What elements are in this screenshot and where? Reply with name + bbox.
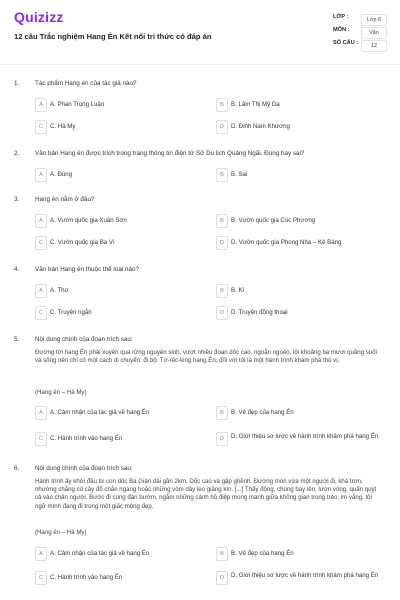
option-letter-box: A — [35, 284, 47, 298]
worksheet-meta — [333, 12, 395, 51]
question-number: 5. — [14, 336, 20, 343]
question-text: Tác phẩm Hang én của tác giả nào? — [35, 80, 137, 87]
option-text: B. Vẻ đẹp của hang Én — [231, 550, 294, 557]
question-text: Nội dung chính của đoạn trích sau: — [35, 336, 133, 343]
question-number: 6. — [14, 465, 20, 472]
option-letter-box: D — [216, 120, 228, 134]
option-text: A. Cảm nhận của tác giả về hang Én — [50, 409, 150, 416]
option-letter-box: D — [216, 571, 228, 585]
question-text: Văn bản Hang én được trích trong trang thông tin điện tử Sở Du lịch Quảng Ngãi. Đúng hay sai? — [35, 150, 305, 157]
meta-value-grade: Lớp 6 — [361, 14, 387, 26]
meta-label: LỚP : — [333, 14, 349, 20]
option-text: C. Hành trình vào hang Én — [50, 574, 123, 581]
option-text: B. Sai — [231, 171, 248, 178]
question-number: 3. — [14, 196, 20, 203]
question-text: Hang én nằm ở đâu? — [35, 196, 95, 203]
excerpt-source: (Hang én – Hà My) — [35, 389, 87, 396]
option-letter-box: C — [35, 306, 47, 320]
option-letter-box: A — [35, 406, 47, 420]
option-letter-box: C — [35, 571, 47, 585]
option-letter-box: B — [216, 98, 228, 112]
option-letter-box: B — [216, 284, 228, 298]
option-text: D. Giới thiệu sơ lược về hành trình khám phá hang Én — [231, 572, 379, 579]
excerpt-passage: Đường tới hang Én phải xuyên qua rừng nguyên sinh, vượt nhiều đoạn dốc cao, ngoằn ngoèo, lội khoảng ba mươi quãng suối và sông nên chỉ có một cách di chuyển: đi bộ. Tơ-rếc-king hang Én, đối với tôi là một hành trình khám phá thú vị. — [35, 349, 377, 365]
meta-row-subject — [333, 25, 395, 38]
option-letter-box: A — [35, 214, 47, 228]
option-text: B. Lâm Thị Mỹ Dạ — [231, 101, 280, 108]
option-text: A. Đúng — [50, 171, 73, 178]
question-text: Nội dung chính của đoạn trích sau: — [35, 465, 133, 472]
option-text: B. Vẻ đẹp của hang Én — [231, 409, 294, 416]
option-letter-box: A — [35, 168, 47, 182]
option-text: C. Truyện ngắn — [50, 309, 92, 316]
meta-row-count — [333, 38, 395, 51]
header-divider — [0, 64, 400, 65]
question-text: Văn bản Hang én thuộc thể loại nào? — [35, 266, 139, 273]
option-letter-box: A — [35, 98, 47, 112]
worksheet-header — [0, 0, 400, 62]
option-text: B. Kí — [231, 287, 245, 294]
option-text: A. Cảm nhận của tác giả về hang Én — [50, 550, 150, 557]
option-text: A. Phan Trọng Luận — [50, 101, 105, 108]
option-text: D. Truyện đồng thoại — [231, 309, 288, 316]
option-letter-box: D — [216, 432, 228, 446]
option-text: D. Giới thiệu sơ lược về hành trình khám phá hang Én — [231, 433, 379, 440]
meta-value-subject: Văn — [361, 27, 387, 39]
option-letter-box: D — [216, 306, 228, 320]
option-text: D. Đinh Nam Khương — [231, 123, 290, 130]
option-text: C. Hà My — [50, 123, 76, 130]
worksheet-title: 12 câu Trắc nghiệm Hang Én Kết nối tri thức có đáp án — [14, 32, 212, 41]
question-number: 4. — [14, 266, 20, 273]
meta-label: SỐ CÂU : — [333, 40, 359, 46]
meta-row-grade — [333, 12, 395, 25]
meta-value-count: 12 — [361, 40, 387, 52]
question-number: 2. — [14, 150, 20, 157]
option-text: C. Hành trình vào hang Én — [50, 435, 123, 442]
option-text: B. Vườn quốc gia Cúc Phương — [231, 217, 316, 224]
option-letter-box: B — [216, 406, 228, 420]
option-letter-box: C — [35, 120, 47, 134]
question-number: 1. — [14, 80, 20, 87]
option-letter-box: B — [216, 547, 228, 561]
option-letter-box: C — [35, 236, 47, 250]
option-text: C. Vườn quốc gia Ba Vì — [50, 239, 115, 246]
option-text: D. Vườn quốc gia Phong Nha – Kẻ Bàng — [231, 239, 342, 246]
option-letter-box: C — [35, 432, 47, 446]
meta-label: MÔN : — [333, 27, 350, 33]
option-text: A. Thơ — [50, 287, 69, 294]
quizizz-logo: Quizizz — [14, 9, 64, 25]
option-letter-box: A — [35, 547, 47, 561]
option-letter-box: D — [216, 236, 228, 250]
option-letter-box: B — [216, 168, 228, 182]
option-text: A. Vườn quốc gia Xuân Sơn — [50, 217, 127, 224]
excerpt-source: (Hang én – Hà My) — [35, 529, 87, 536]
option-letter-box: B — [216, 214, 228, 228]
excerpt-passage: Hành trình ấy khởi đầu từ con dốc Ba Giàn dài gần 2km. Dốc cao và gập ghềnh. Đường mòn vừa một người đi, khá trơn, nhường chằng có cây đổ chắn ngang hoặc những vòm dây leo giăng kín. [...] Thấy động, chúng bay lên, lượn vòng, quấn quýt cả vào chân người. Bước đi cùng đàn bướm, ngắm những cánh hồ điệp mong manh giữa không gian trong trẻo, im vắng, tôi ngỡ mình đang đi trong một giấc mộng đẹp. — [35, 478, 377, 510]
